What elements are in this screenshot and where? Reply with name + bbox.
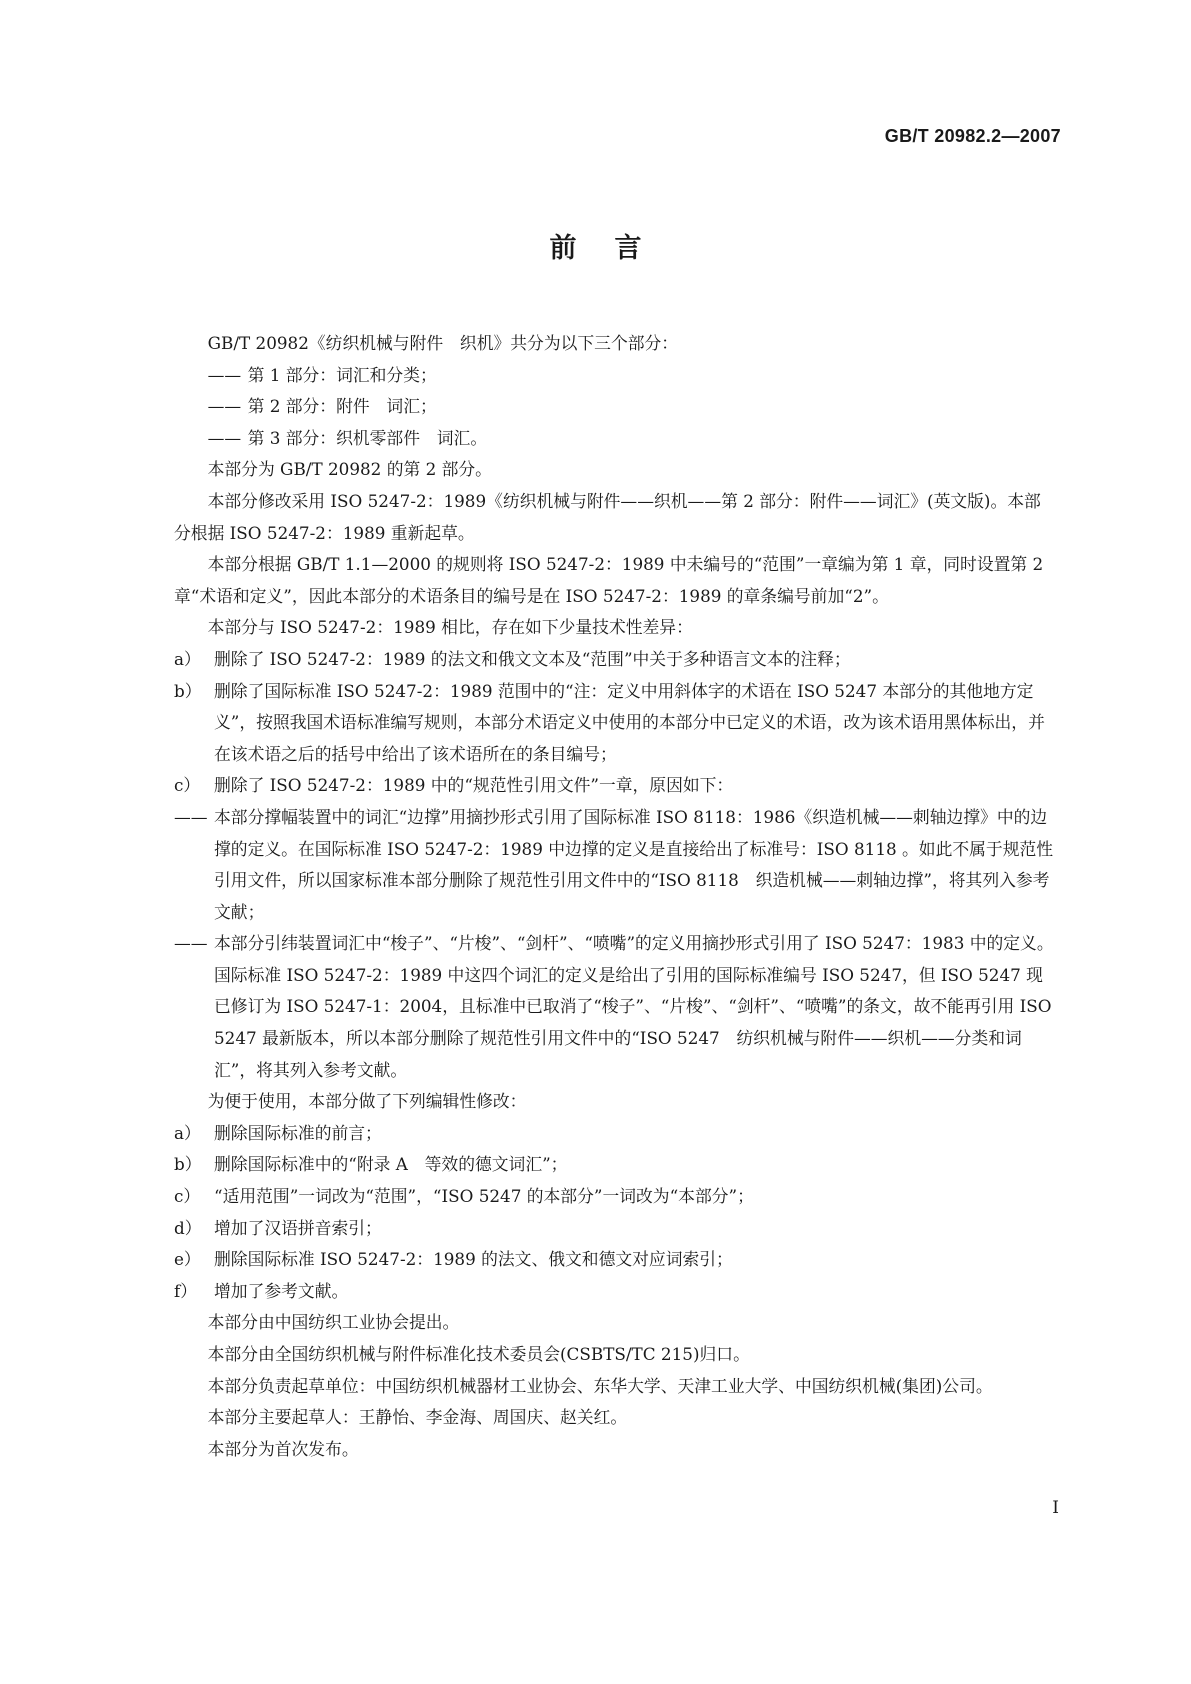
part-list-item bbox=[174, 423, 1056, 455]
part-list-item bbox=[174, 360, 1056, 392]
item-text: “适用范围”一词改为“范围”，“ISO 5247 的本部分”一词改为“本部分”； bbox=[214, 1186, 754, 1207]
difference-item bbox=[174, 676, 1056, 771]
editorial-item bbox=[174, 1213, 1056, 1245]
part-list-text: 第 3 部分：织机零部件 词汇。 bbox=[247, 427, 488, 448]
item-text: 删除国际标准的前言； bbox=[214, 1122, 382, 1143]
page-title: 前言 bbox=[549, 233, 680, 264]
difference-item bbox=[174, 644, 1056, 676]
dash-mark: —— bbox=[174, 806, 208, 827]
part-list-text: 第 2 部分：附件 词汇； bbox=[247, 396, 437, 417]
first-release-paragraph: 本部分为首次发布。 bbox=[207, 1438, 359, 1459]
item-text: 增加了汉语拼音索引； bbox=[214, 1217, 382, 1238]
item-key: d） bbox=[174, 1217, 202, 1238]
reason-item bbox=[174, 802, 1056, 928]
editorial-intro: 为便于使用，本部分做了下列编辑性修改： bbox=[207, 1091, 527, 1112]
item-text: 删除了国际标准 ISO 5247-2：1989 范围中的“注：定义中用斜体字的术语在 ISO 5247 本部分的其他地方定义”，按照我国术语标准编写规则，本部分术语定义中使用的本部分中已定义的术语，改为该术语用黑体标出，并在该术语之后的括号中给出了该术语所在的条目编号； bbox=[214, 680, 1045, 764]
drafting-units-paragraph: 本部分负责起草单位：中国纺织机械器材工业协会、东华大学、天津工业大学、中国纺织机械(集团)公司。 bbox=[207, 1375, 993, 1396]
centralized-by-paragraph: 本部分由全国纺织机械与附件标准化技术委员会(CSBTS/TC 215)归口。 bbox=[207, 1344, 750, 1364]
rules-paragraph: 本部分根据 GB/T 1.1—2000 的规则将 ISO 5247-2：1989 中未编号的“范围”一章编为第 1 章，同时设置第 2 章“术语和定义”，因此本部分的术语条目的编号是在 ISO 5247-2：1989 的章条编号前加“2”。 bbox=[174, 554, 1044, 606]
item-key: b） bbox=[174, 1154, 202, 1175]
item-text: 删除了 ISO 5247-2：1989 中的“规范性引用文件”一章，原因如下： bbox=[214, 775, 734, 796]
reason-text: 本部分引纬装置词汇中“梭子”、“片梭”、“剑杆”、“喷嘴”的定义用摘抄形式引用了 ISO 5247：1983 中的定义。国际标准 ISO 5247-2：1989 中这四个词汇的定义是给出了引用的国际标准编号 ISO 5247，但 ISO 5247 现已修订为 ISO 5247-1：2004，且标准中已取消了“梭子”、“片梭”、“剑杆”、“喷嘴”的条文，故不能再引用 ISO 5247 最新版本，所以本部分删除了规范性引用文件中的“ISO 5247 纺织机械与附件——织机——分类和词汇”，将其列入参考文献。 bbox=[214, 933, 1054, 1080]
item-text: 删除国际标准 ISO 5247-2：1989 的法文、俄文和德文对应词索引； bbox=[214, 1249, 733, 1270]
difference-item bbox=[174, 770, 1056, 802]
item-text: 增加了参考文献。 bbox=[214, 1280, 349, 1301]
dash-mark: —— bbox=[207, 396, 242, 417]
dash-mark: —— bbox=[207, 427, 242, 448]
differences-intro: 本部分与 ISO 5247-2：1989 相比，存在如下少量技术性差异： bbox=[207, 617, 693, 638]
dash-mark: —— bbox=[174, 933, 208, 954]
part-list-text: 第 1 部分：词汇和分类； bbox=[247, 364, 437, 385]
intro-paragraph: GB/T 20982《纺织机械与附件 织机》共分为以下三个部分： bbox=[207, 333, 679, 353]
drafters-paragraph: 本部分主要起草人：王静怡、李金海、周国庆、赵关红。 bbox=[207, 1407, 628, 1428]
editorial-item bbox=[174, 1118, 1056, 1150]
item-key: a） bbox=[174, 648, 201, 669]
part-list-item bbox=[174, 391, 1056, 423]
editorial-item bbox=[174, 1181, 1056, 1213]
item-key: f） bbox=[174, 1280, 197, 1301]
item-key: a） bbox=[174, 1122, 201, 1143]
item-key: c） bbox=[174, 775, 201, 796]
proposed-by-paragraph: 本部分由中国纺织工业协会提出。 bbox=[207, 1312, 460, 1333]
item-key: c） bbox=[174, 1186, 201, 1207]
this-part-paragraph: 本部分为 GB/T 20982 的第 2 部分。 bbox=[207, 459, 492, 480]
editorial-item bbox=[174, 1244, 1056, 1276]
item-text: 删除国际标准中的“附录 A 等效的德文词汇”； bbox=[214, 1154, 568, 1175]
standard-number: GB/T 20982.2—2007 bbox=[884, 126, 1061, 146]
item-key: b） bbox=[174, 680, 202, 701]
editorial-item bbox=[174, 1149, 1056, 1181]
editorial-item bbox=[174, 1276, 1056, 1308]
dash-mark: —— bbox=[207, 364, 242, 385]
page-number: Ⅰ bbox=[1052, 1498, 1059, 1518]
item-text: 删除了 ISO 5247-2：1989 的法文和俄文文本及“范围”中关于多种语言文本的注释； bbox=[214, 648, 851, 669]
reason-item bbox=[174, 928, 1056, 1086]
adoption-paragraph: 本部分修改采用 ISO 5247-2：1989《纺织机械与附件——织机——第 2 部分：附件——词汇》(英文版)。本部分根据 ISO 5247-2：1989 重新起草。 bbox=[174, 490, 1041, 543]
foreword-body bbox=[174, 328, 1056, 1465]
item-key: e） bbox=[174, 1249, 201, 1270]
reason-text: 本部分撑幅装置中的词汇“边撑”用摘抄形式引用了国际标准 ISO 8118：1986《织造机械——刺轴边撑》中的边撑的定义。在国际标准 ISO 5247-2：1989 中边撑的定义是直接给出了标准号：ISO 8118 。如此不属于规范性引用文件，所以国家标准本部分删除了规范性引用文件中的“ISO 8118 织造机械——刺轴边撑”，将其列入参考文献； bbox=[214, 806, 1054, 922]
